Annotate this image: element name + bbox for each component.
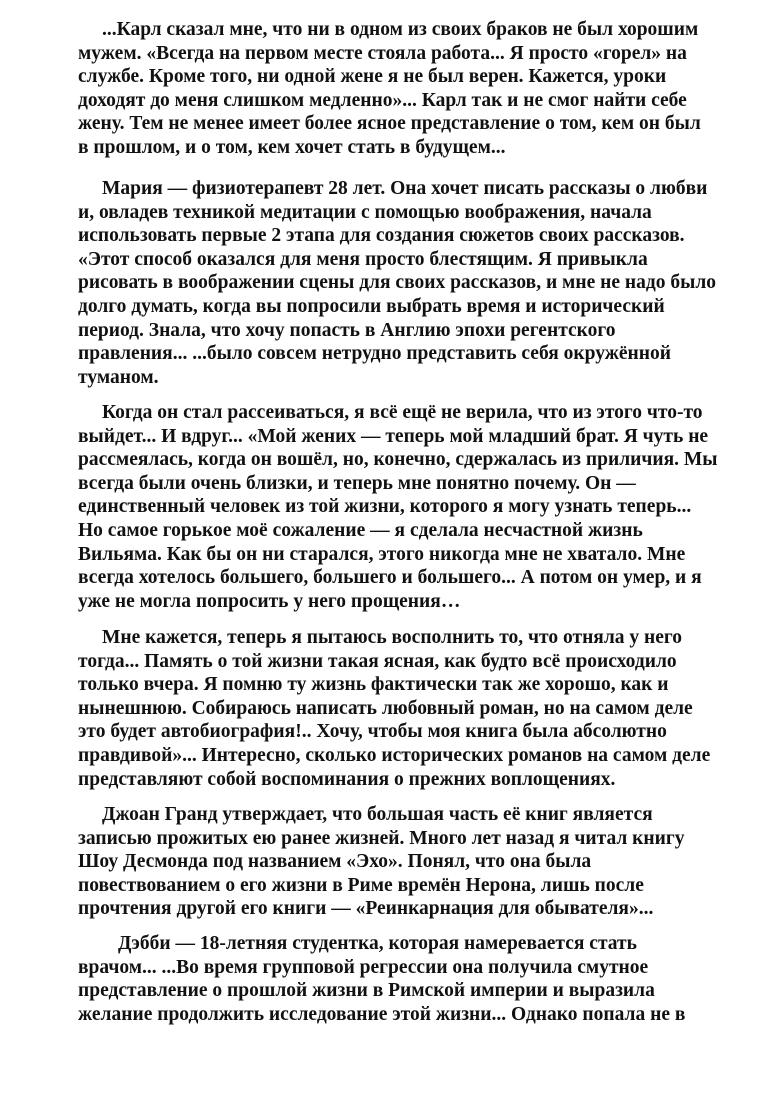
paragraph-karl bbox=[78, 18, 701, 160]
text-line: всегда были очень близки, и теперь мне понятно почему. Он — bbox=[78, 472, 636, 494]
text-line: доходят до меня слишком медленно»... Карл так и не смог найти себе bbox=[78, 89, 687, 111]
text-line: представляют собой воспоминания о прежних воплощениях. bbox=[78, 768, 616, 790]
text-line: выйдет... И вдруг... «Мой жених — теперь мой младший брат. Я чуть не bbox=[78, 425, 709, 447]
text-line: рассмеялась, когда он вошёл, но, конечно, сдержалась из приличия. Мы bbox=[78, 449, 718, 471]
text-line: в прошлом, и о том, кем хочет стать в будущем... bbox=[78, 136, 506, 158]
text-line: рисовать в воображении сцены для своих рассказов, и мне не надо было bbox=[78, 272, 717, 294]
text-line: ...Карл сказал мне, что ни в одном из своих браков не был хорошим bbox=[102, 19, 699, 40]
text-line: врачом... ...Во время групповой регрессии она получила смутное bbox=[78, 956, 649, 978]
text-line: службе. Кроме того, ни одной жене я не был верен. Кажется, уроки bbox=[78, 66, 667, 88]
text-line: повествованием о его жизни в Риме времён Нерона, лишь после bbox=[78, 874, 644, 896]
text-line: единственный человек из той жизни, которого я могу узнать теперь... bbox=[78, 496, 692, 518]
text-line: Джоан Гранд утверждает, что большая часть её книг является bbox=[102, 804, 653, 825]
paragraph-debbie bbox=[78, 932, 685, 1026]
paragraph-memory bbox=[78, 626, 710, 791]
text-line: Мария — физиотерапевт 28 лет. Она хочет писать рассказы о любви bbox=[102, 178, 708, 199]
text-line: Но самое горькое моё сожаление — я сделала несчастной жизнь bbox=[78, 519, 643, 541]
text-line: уже не могла попросить у него прощения… bbox=[78, 590, 461, 612]
text-line: всегда хотелось большего, большего и большего... А потом он умер, и я bbox=[78, 567, 702, 589]
text-line: долго думать, когда вы попросили выбрать время и исторический bbox=[78, 295, 665, 317]
text-line: это будет автобиография!.. Хочу, чтобы моя книга была абсолютно bbox=[78, 721, 667, 743]
text-line: Когда он стал рассеиваться, я всё ещё не верила, что из этого что-то bbox=[102, 402, 703, 423]
text-line: правдивой»... Интересно, сколько исторических романов на самом деле bbox=[78, 744, 711, 766]
text-line: тогда... Память о той жизни такая ясная, как будто всё происходило bbox=[78, 650, 677, 672]
text-line: желание продолжить исследование этой жизни... Однако попала не в bbox=[78, 1003, 686, 1025]
text-line: туманом. bbox=[78, 366, 159, 388]
text-line: и, овладев техникой медитации с помощью воображения, начала bbox=[78, 201, 652, 223]
text-line: представление о прошлой жизни в Римской империи и выразила bbox=[78, 980, 655, 1002]
text-line: использовать первые 2 этапа для создания сюжетов своих рассказов. bbox=[78, 225, 685, 247]
text-line: записью прожитых ею ранее жизней. Много лет назад я читал книгу bbox=[78, 827, 685, 849]
text-line: Мне кажется, теперь я пытаюсь восполнить то, что отняла у него bbox=[102, 627, 683, 648]
text-line: жену. Тем не менее имеет более ясное представление о том, кем он был bbox=[78, 113, 701, 135]
text-line: только вчера. Я помню ту жизнь фактически так же хорошо, как и bbox=[78, 674, 669, 696]
text-line: прочтения другой его книги — «Реинкарнация для обывателя»... bbox=[78, 898, 654, 920]
text-line: нынешнюю. Собираюсь написать любовный роман, но на самом деле bbox=[78, 697, 693, 719]
text-line: Вильяма. Как бы он ни старался, этого никогда мне не хватало. Мне bbox=[78, 543, 686, 565]
text-line: период. Знала, что хочу попасть в Англию эпохи регентского bbox=[78, 319, 616, 341]
paragraph-maria bbox=[78, 177, 716, 389]
text-line: правления... ...было совсем нетрудно представить себя окружённой bbox=[78, 343, 671, 365]
text-line: «Этот способ оказался для меня просто блестящим. Я привыкла bbox=[78, 248, 648, 270]
paragraph-fog bbox=[78, 401, 718, 613]
paragraph-joan-grand bbox=[78, 803, 685, 921]
text-line: Шоу Десмонда под названием «Эхо». Понял, что она была bbox=[78, 851, 592, 873]
text-line: Дэбби — 18-летняя студентка, которая намеревается стать bbox=[118, 933, 637, 954]
text-line: мужем. «Всегда на первом месте стояла работа... Я просто «горел» на bbox=[78, 42, 687, 64]
